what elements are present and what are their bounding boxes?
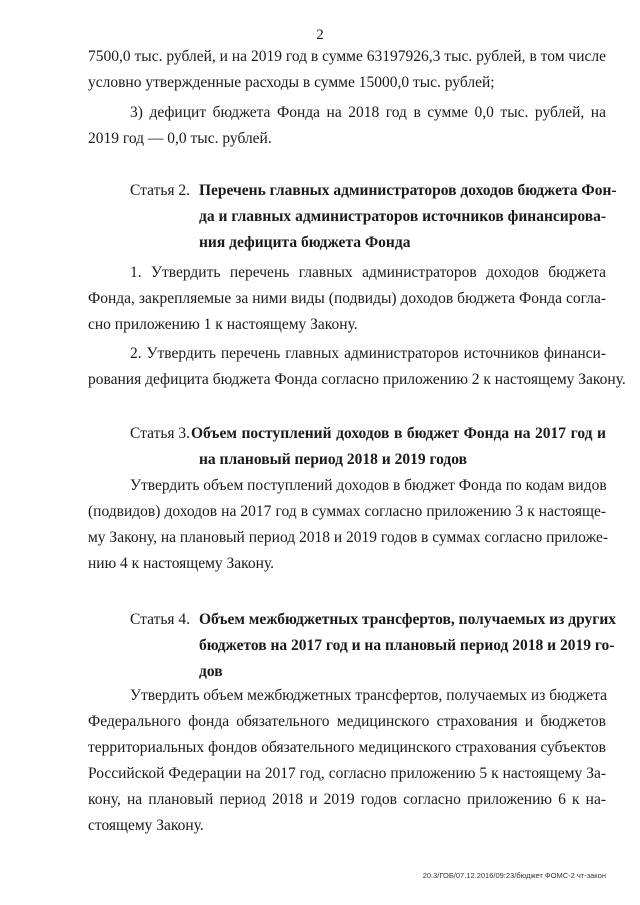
article-2-paragraph-2: [88, 341, 626, 393]
article-2-label: Статья 2.: [130, 182, 191, 199]
text-line: нию 4 к настоящему Закону.: [88, 555, 275, 572]
text-line: 2019 год — 0,0 тыс. рублей.: [88, 130, 272, 147]
document-footer-code: 20.3/ГОБ/07.12.2016/09:23/бюджет ФОМС-2 чт-закон: [422, 871, 606, 880]
title-line: Объем межбюджетных трансфертов, получаемых из других: [199, 611, 617, 628]
text-line: стоящему Закону.: [88, 817, 204, 834]
article-4-paragraph: [88, 683, 606, 839]
article-2-title: [199, 178, 617, 256]
text-line: рования дефицита бюджета Фонда согласно приложению 2 к настоящему Закону.: [88, 371, 626, 388]
page-number: 2: [316, 27, 324, 43]
article-2-paragraph-1: [88, 260, 606, 338]
text-line: сно приложению 1 к настоящему Закону.: [88, 316, 358, 333]
text-line: 1. Утвердить перечень главных администраторов доходов бюджета: [130, 264, 606, 281]
text-line: 2. Утвердить перечень главных администраторов источников финанси-: [130, 345, 606, 362]
title-line: да и главных администраторов источников финансирова-: [199, 208, 606, 225]
text-line: Федерального фонда обязательного медицинского страхования и бюджетов: [88, 713, 606, 730]
text-line: кону, на плановый период 2018 и 2019 годов согласно приложению 6 к на-: [88, 791, 606, 808]
title-line: дов: [199, 663, 223, 680]
text-line: 3) дефицит бюджета Фонда на 2018 год в сумме 0,0 тыс. рублей, на: [130, 104, 606, 121]
article-3-label: Статья 3.: [130, 425, 191, 442]
article-3-title: [191, 421, 606, 473]
article-4-label: Статья 4.: [130, 611, 191, 628]
text-line: территориальных фондов обязательного медицинского страхования субъектов: [88, 739, 606, 756]
text-line: условно утвержденные расходы в сумме 15000,0 тыс. рублей;: [88, 74, 495, 91]
title-line: ния дефицита бюджета Фонда: [199, 234, 411, 251]
text-line: Фонда, закрепляемые за ними виды (подвиды) доходов бюджета Фонда согла-: [88, 290, 606, 307]
text-line: Утвердить объем межбюджетных трансфертов, получаемых из бюджета: [130, 687, 608, 704]
text-line: Российской Федерации на 2017 год, согласно приложению 5 к настоящему За-: [88, 765, 606, 782]
article-4-title: [199, 607, 617, 685]
title-line: Объем поступлений доходов в бюджет Фонда на 2017 год и: [191, 425, 606, 442]
intro-paragraph: [88, 44, 606, 96]
title-line: на плановый период 2018 и 2019 годов: [199, 451, 467, 468]
item-3-paragraph: [88, 100, 606, 152]
text-line: Утвердить объем поступлений доходов в бюджет Фонда по кодам видов: [130, 477, 607, 494]
text-line: (подвидов) доходов на 2017 год в суммах согласно приложению 3 к настояще-: [88, 503, 606, 520]
text-line: 7500,0 тыс. рублей, и на 2019 год в сумме 63197926,3 тыс. рублей, в том числе: [88, 48, 606, 65]
text-line: му Закону, на плановый период 2018 и 2019 годов в суммах согласно приложе-: [88, 529, 609, 546]
article-3-paragraph: [88, 473, 609, 577]
title-line: Перечень главных администраторов доходов бюджета Фон-: [199, 182, 617, 199]
title-line: бюджетов на 2017 год и на плановый период 2018 и 2019 го-: [199, 637, 615, 654]
